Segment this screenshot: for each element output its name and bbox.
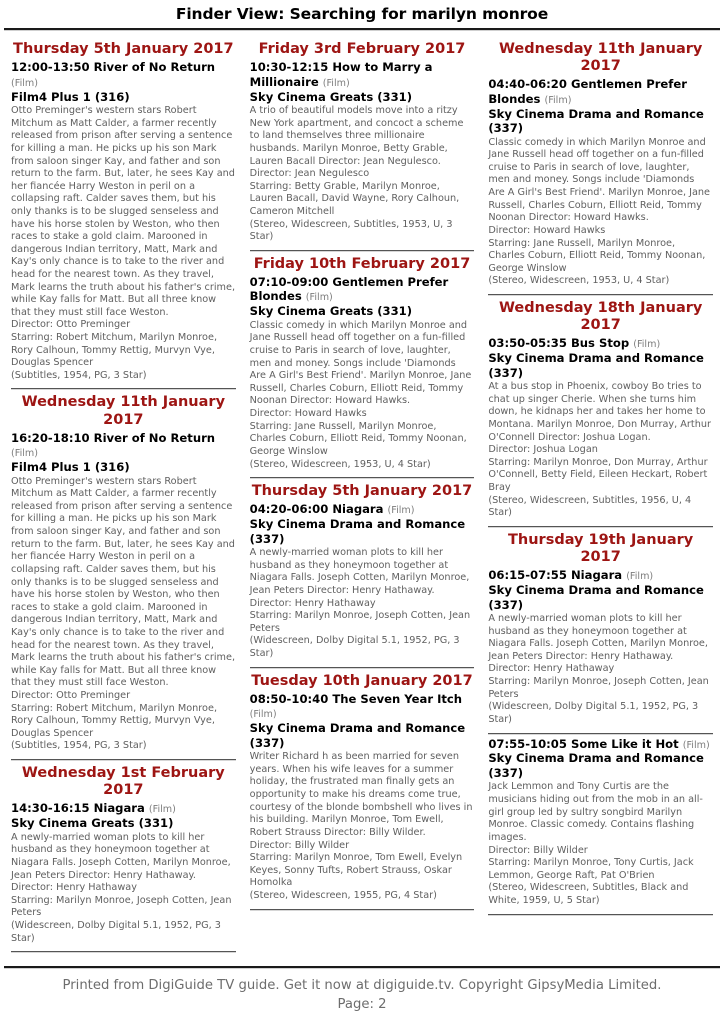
programme-title (250, 60, 475, 89)
programme-details (488, 613, 713, 726)
programme-entry[interactable] (250, 692, 475, 911)
programme-details (11, 832, 236, 945)
programme-starring: Starring: Jane Russell, Marilyn Monroe, Charles Coburn, Elliott Reid, Tommy Noonan, George Winslow (488, 237, 706, 274)
programme-time-and-name: 04:40-06:20 Gentlemen Prefer Blondes (488, 77, 687, 106)
programme-description: A trio of beautiful models move into a ritzy New York apartment, and concoct a scheme to land themselves three millionaire husbands. Marilyn Monroe, Betty Grable, Lauren Bacall Director: Jean Negulesco. (249, 105, 464, 167)
programme-kind: (Film) (626, 571, 654, 583)
channel-name: Sky Cinema Drama and Romance (337) (488, 351, 704, 380)
programme-entry[interactable] (488, 568, 713, 734)
programme-title (11, 431, 236, 460)
entry-divider (11, 388, 236, 390)
channel-name: Sky Cinema Drama and Romance (337) (249, 721, 466, 750)
channel-name: Sky Cinema Drama and Romance (337) (488, 106, 704, 136)
date-heading: Thursday 5th January 2017 (251, 483, 473, 500)
programme-title (488, 77, 713, 106)
date-group (11, 394, 236, 761)
programme-kind: (Film) (148, 804, 176, 816)
listings-column-2 (243, 37, 482, 1024)
programme-kind: (Film) (682, 739, 710, 751)
programme-director: Director: Otto Preminger (11, 319, 131, 331)
date-group (488, 532, 713, 916)
programme-director: Director: Howard Hawks (249, 408, 367, 420)
entry-divider (250, 250, 475, 252)
programme-attributes: (Stereo, Widescreen, Subtitles, 1956, U, 4 Star) (488, 494, 692, 519)
programme-director: Director: Billy Wilder (488, 844, 588, 856)
date-heading: Wednesday 18th January 2017 (498, 299, 703, 334)
programme-title (488, 568, 713, 583)
programme-entry[interactable] (11, 60, 236, 390)
programme-details (250, 320, 475, 471)
page-title: Finder View: Searching for marilyn monroe (175, 5, 549, 23)
programme-director: Director: Henry Hathaway (249, 597, 376, 609)
programme-entry[interactable] (11, 431, 236, 761)
entry-divider (488, 294, 713, 296)
entry-divider (488, 526, 713, 528)
programme-starring: Starring: Jane Russell, Marilyn Monroe, Charles Coburn, Elliott Reid, Tommy Noonan, George Winslow (249, 420, 467, 457)
channel-name: Sky Cinema Greats (331) (11, 816, 174, 831)
programme-director: Director: Joshua Logan (488, 444, 598, 456)
entry-divider (250, 667, 475, 669)
date-group (250, 673, 475, 911)
programme-entry[interactable] (488, 737, 713, 916)
programme-attributes: (Stereo, Widescreen, 1955, PG, 4 Star) (249, 889, 437, 901)
programme-description: Writer Richard h as been married for seven years. When his wife leaves for a summer holiday, the frustrated man finally gets an opportunity to make his dreams come true, courtesy of the blonde bombshell who lives in his building. Marilyn Monroe, Tom Ewell, Robert Strauss Director: Billy Wilder. (249, 751, 473, 838)
entry-divider (11, 759, 236, 761)
programme-entry[interactable] (488, 77, 713, 296)
date-group (488, 300, 713, 528)
programme-description: Classic comedy in which Marilyn Monroe and Jane Russell head off together on a fun-filled cruise to Paris in search of love, laughter, men and money. Songs include 'Diamonds Are A Girl's Best Friend'. Marilyn Monroe, Jane Russell, Charles Coburn, Elliott Reid, Tommy Noonan Director: Howard Hawks. (249, 319, 472, 407)
listings-columns (0, 31, 724, 1024)
programme-time-and-name: 07:10-09:00 Gentlemen Prefer Blondes (249, 274, 449, 304)
programme-time-and-name: 14:30-16:15 Niagara (11, 801, 145, 816)
programme-director: Director: Howard Hawks (488, 224, 606, 236)
programme-attributes: (Subtitles, 1954, PG, 3 Star) (11, 369, 147, 381)
date-group (488, 41, 713, 296)
channel-name: Sky Cinema Greats (331) (249, 304, 413, 319)
programme-description: Jack Lemmon and Tony Curtis are the musicians hiding out from the mob in an all-girl group led by sultry songbird Marilyn Monroe. Classic comedy. Contains flashing images. (488, 781, 703, 843)
programme-attributes: (Stereo, Widescreen, Subtitles, Black and White, 1959, U, 5 Star) (488, 882, 689, 906)
channel-name: Sky Cinema Drama and Romance (337) (488, 751, 704, 780)
channel-name: Sky Cinema Drama and Romance (337) (488, 583, 704, 612)
programme-entry[interactable] (11, 801, 236, 953)
programme-starring: Starring: Marilyn Monroe, Joseph Cotten, Jean Peters (249, 610, 471, 634)
page-footer (0, 966, 724, 1024)
listings-column-3 (481, 37, 720, 1024)
programme-kind: (Film) (322, 77, 350, 89)
programme-director: Director: Henry Hathaway (11, 882, 137, 894)
date-heading: Friday 10th February 2017 (253, 255, 471, 272)
date-heading: Friday 3rd February 2017 (258, 41, 466, 57)
programme-description: Classic comedy in which Marilyn Monroe and Jane Russell head off together on a fun-filled cruise to Paris in search of love, laughter, men and money. Songs include 'Diamonds Are A Girl's Best Friend'. Marilyn Monroe, Jane Russell, Charles Coburn, Elliott Reid, Tommy Noonan Director: Howard Hawks. (488, 136, 711, 224)
programme-starring: Starring: Marilyn Monroe, Joseph Cotten, Jean Peters (488, 676, 709, 700)
programme-entry[interactable] (250, 60, 475, 252)
programme-director: Director: Henry Hathaway (488, 663, 615, 675)
date-heading: Tuesday 10th January 2017 (251, 672, 473, 689)
date-heading: Wednesday 11th January 2017 (21, 394, 226, 428)
programme-kind: (Film) (11, 77, 38, 89)
programme-description: A newly-married woman plots to kill her husband as they honeymoon together at Niagara Falls. Joseph Cotten, Marilyn Monroe, Jean Peters Director: Henry Hathaway. (488, 613, 708, 662)
programme-director: Director: Jean Negulesco (249, 168, 370, 180)
programme-title (11, 801, 236, 816)
programme-starring: Starring: Betty Grable, Marilyn Monroe, Lauren Bacall, David Wayne, Rory Calhoun, Cameron Mitchell (249, 180, 460, 217)
listings-column-1 (4, 37, 243, 1024)
programme-details (11, 105, 236, 382)
programme-starring: Starring: Marilyn Monroe, Tony Curtis, Jack Lemmon, George Raft, Pat O'Brien (488, 857, 694, 881)
programme-entry[interactable] (488, 336, 713, 528)
programme-kind: (Film) (387, 505, 415, 517)
programme-attributes: (Widescreen, Dolby Digital 5.1, 1952, PG, 3 Star) (11, 920, 221, 944)
programme-attributes: (Widescreen, Dolby Digital 5.1, 1952, PG, 3 Star) (249, 635, 460, 660)
programme-entry[interactable] (250, 502, 475, 668)
programme-description: Otto Preminger's western stars Robert Mitchum as Matt Calder, a farmer recently released from prison after serving a sentence for killing a man. He picks up his son Mark from saloon singer Kay, and father and son return to the farm. But, later, he sees Kay and her fiancée Harry Weston in peril on a collapsing raft. Calder saves them, but his only thanks is to be slugged senseless and have his horse stolen by Weston, who then races to stake a gold claim. Marooned in dangerous Indian territory, Matt, Mark and Kay's only chance is to take to the river and head for the nearest town. As they travel, Mark learns the truth about his father's crime, while Kay falls for Matt. But all three know that they must still face Weston. (11, 105, 236, 318)
programme-attributes: (Stereo, Widescreen, Subtitles, 1953, U, 3 Star) (249, 218, 453, 243)
programme-attributes: (Subtitles, 1954, PG, 3 Star) (11, 740, 147, 752)
programme-title (11, 60, 236, 89)
programme-starring: Starring: Marilyn Monroe, Don Murray, Arthur O'Connell, Betty Field, Eileen Heckart, Robert Bray (488, 456, 708, 494)
programme-starring: Starring: Robert Mitchum, Marilyn Monroe, Rory Calhoun, Tommy Rettig, Murvyn Vye, Douglas Spencer (11, 702, 218, 739)
programme-kind: (Film) (633, 339, 661, 351)
programme-time-and-name: 03:50-05:35 Bus Stop (488, 336, 630, 351)
programme-description: A newly-married woman plots to kill her husband as they honeymoon together at Niagara Falls. Joseph Cotten, Marilyn Monroe, Jean Peters Director: Henry Hathaway. (249, 547, 470, 597)
programme-description: Otto Preminger's western stars Robert Mitchum as Matt Calder, a farmer recently released from prison after serving a sentence for killing a man. He picks up his son Mark from saloon singer Kay, and father and son return to the farm. But, later, he sees Kay and her fiancée Harry Weston in peril on a collapsing raft. Calder saves them, but his only thanks is to be slugged senseless and have his horse stolen by Weston, who then races to stake a gold claim. Marooned in dangerous Indian territory, Matt, Mark and Kay's only chance is to take to the river and head for the nearest town. As they travel, Mark learns the truth about his father's crime, while Kay falls for Matt. But all three know that they must still face Weston. (11, 475, 236, 689)
programme-kind: (Film) (11, 448, 38, 460)
date-heading: Wednesday 1st February 2017 (21, 765, 225, 799)
date-heading: Thursday 19th January 2017 (508, 531, 694, 565)
date-group (11, 41, 236, 390)
entry-divider (250, 909, 475, 911)
entry-divider (488, 914, 713, 916)
programme-details (488, 381, 713, 520)
programme-details (11, 476, 236, 753)
channel-name: Sky Cinema Drama and Romance (337) (249, 517, 466, 546)
programme-time-and-name: 07:55-10:05 Some Like it Hot (488, 736, 679, 751)
programme-starring: Starring: Marilyn Monroe, Tom Ewell, Evelyn Keyes, Sonny Tufts, Robert Strauss, Oskar Homolka (249, 852, 463, 889)
programme-starring: Starring: Marilyn Monroe, Joseph Cotten, Jean Peters (11, 894, 232, 919)
entry-divider (11, 951, 236, 953)
programme-details (250, 547, 475, 660)
programme-attributes: (Widescreen, Dolby Digital 5.1, 1952, PG, 3 Star) (488, 701, 699, 725)
entry-divider (488, 733, 713, 735)
programme-kind: (Film) (305, 292, 333, 304)
channel-name: Film4 Plus 1 (316) (11, 460, 130, 475)
channel-name: Film4 Plus 1 (316) (11, 89, 130, 104)
date-group (250, 256, 475, 479)
programme-attributes: (Stereo, Widescreen, 1953, U, 4 Star) (488, 275, 670, 287)
programme-details (488, 781, 713, 907)
programme-title (250, 502, 475, 517)
programme-title (250, 692, 475, 721)
programme-details (250, 105, 475, 244)
programme-title (488, 737, 713, 752)
programme-title (250, 275, 475, 304)
footer-text: Printed from DigiGuide TV guide. Get it now at digiguide.tv. Copyright GipsyMedia Limited. Page: 2 (62, 977, 662, 1012)
programme-time-and-name: 06:15-07:55 Niagara (488, 568, 623, 583)
programme-time-and-name: 04:20-06:00 Niagara (249, 502, 384, 517)
programme-starring: Starring: Robert Mitchum, Marilyn Monroe, Rory Calhoun, Tommy Rettig, Murvyn Vye, Douglas Spencer (11, 332, 218, 369)
programme-time-and-name: 10:30-12:15 How to Marry a Millionaire (249, 60, 433, 89)
channel-name: Sky Cinema Greats (331) (249, 89, 413, 104)
date-group (250, 41, 475, 252)
entry-divider (250, 477, 475, 479)
programme-attributes: (Stereo, Widescreen, 1953, U, 4 Star) (249, 458, 431, 470)
programme-kind: (Film) (544, 94, 572, 106)
date-heading: Thursday 5th January 2017 (13, 41, 234, 57)
date-group (11, 765, 236, 953)
programme-title (488, 336, 713, 351)
programme-time-and-name: 12:00-13:50 River of No Return (11, 60, 216, 75)
programme-details (250, 751, 475, 902)
programme-description: At a bus stop in Phoenix, cowboy Bo tries to chat up singer Cherie. When she turns him down, he kidnaps her and takes her home to Montana. Marilyn Monroe, Don Murray, Arthur O'Connell Director: Joshua Logan. (488, 381, 711, 443)
programme-entry[interactable] (250, 275, 475, 479)
programme-details (488, 137, 713, 288)
programme-director: Director: Billy Wilder (249, 839, 350, 851)
programme-time-and-name: 16:20-18:10 River of No Return (11, 430, 216, 445)
programme-time-and-name: 08:50-10:40 The Seven Year Itch (249, 691, 463, 706)
programme-director: Director: Otto Preminger (11, 690, 131, 701)
date-group (250, 483, 475, 669)
programme-description: A newly-married woman plots to kill her husband as they honeymoon together at Niagara Falls. Joseph Cotten, Marilyn Monroe, Jean Peters Director: Henry Hathaway. (11, 831, 231, 881)
programme-kind: (Film) (249, 709, 277, 721)
date-heading: Wednesday 11th January 2017 (498, 41, 703, 75)
